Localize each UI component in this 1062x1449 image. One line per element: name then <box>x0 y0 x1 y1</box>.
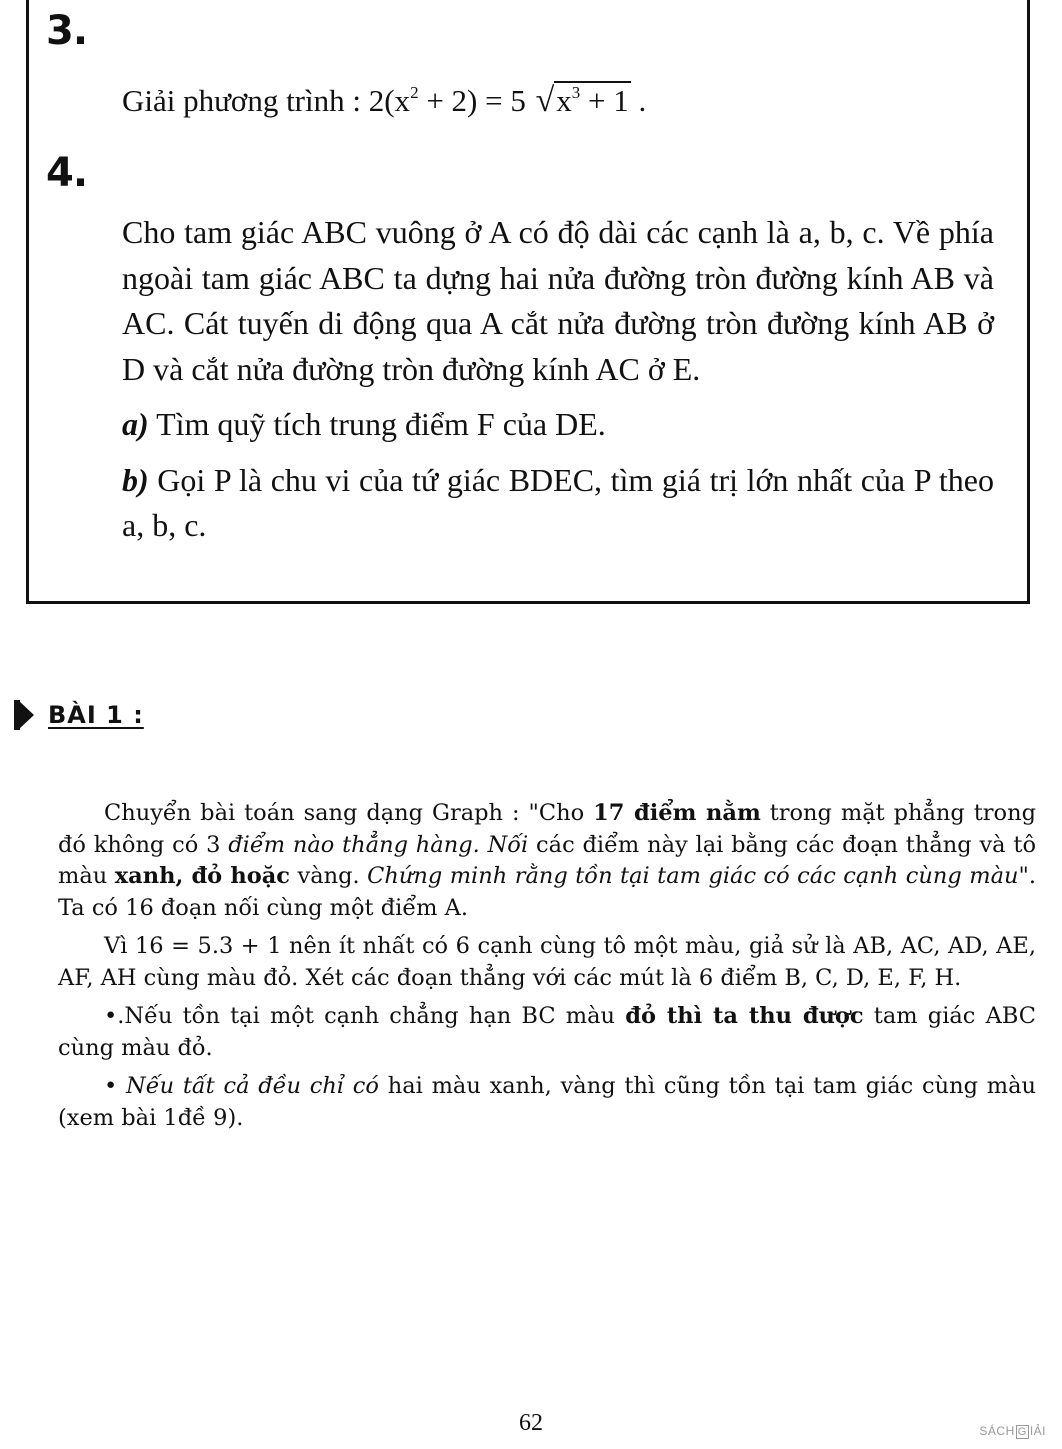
equation-end: . <box>630 83 647 118</box>
radicand-base: x <box>556 83 572 118</box>
watermark-logo <box>979 1424 1046 1439</box>
p1-text-g: vàng. <box>290 863 368 889</box>
solution-title: BÀI 1 : <box>48 701 144 729</box>
equation-middle: + 2) = 5 <box>418 83 526 118</box>
solution-paragraph-3 <box>58 1001 1036 1064</box>
problem-4-part-b <box>122 458 994 549</box>
solution-heading <box>18 700 144 730</box>
p1-text-e: các điểm này lại bằng các đoạn thẳng và tô màu <box>58 831 1037 889</box>
p1-text-f: xanh, đỏ hoặc <box>114 863 290 889</box>
solution-body <box>58 798 1036 1141</box>
equation-prefix: Giải phương trình : 2(x <box>122 83 411 118</box>
part-b-label: b) <box>122 461 149 498</box>
part-a-label: a) <box>122 406 149 442</box>
exponent-2: 2 <box>410 83 419 102</box>
problem-3-number: 3. <box>46 8 88 54</box>
p1-text-i: . Ta có 16 đoạn nối cùng một điểm A. <box>58 863 1036 921</box>
solution-paragraph-1 <box>58 798 1036 924</box>
problem-3-equation <box>122 82 646 120</box>
p1-text-a: Chuyển bài toán sang dạng Graph : "Cho <box>104 800 594 826</box>
radicand-tail: + 1 <box>580 83 629 118</box>
p1-text-h: Chứng minh rằng tồn tại tam giác có các cạnh cùng màu" <box>367 863 1029 889</box>
arrow-bullet-icon <box>18 700 34 730</box>
radical-sign: √ <box>535 82 555 119</box>
watermark-left: SÁCH <box>979 1424 1015 1438</box>
square-root <box>534 82 631 120</box>
p1-text-b: 17 điểm nằm <box>593 800 761 826</box>
p1-text-c: trong mặt phẳng trong đó không có 3 <box>58 800 1036 858</box>
problem-4-number: 4. <box>46 150 88 196</box>
p3-text-c: tam giác ABC cùng màu đỏ. <box>58 1003 1037 1061</box>
p4-text-c: hai màu xanh, vàng thì cũng tồn tại tam giác cùng màu (xem bài 1đề 9). <box>58 1073 1036 1131</box>
problem-4-part-a <box>122 402 994 448</box>
watermark-box: G <box>1017 1426 1027 1438</box>
solution-paragraph-4 <box>58 1071 1036 1134</box>
p3-text-b: đỏ thì ta thu được <box>625 1003 864 1029</box>
p4-text-b: Nếu tất cả đều chỉ có <box>126 1073 379 1099</box>
watermark-right: IẢI <box>1029 1424 1046 1438</box>
solution-paragraph-2: Vì 16 = 5.3 + 1 nên ít nhất có 6 cạnh cùng tô một màu, giả sử là AB, AC, AD, AE, AF, AH cùng màu đỏ. Xét các đoạn thẳng với các mút là 6 điểm B, C, D, E, F, H. <box>58 933 1036 991</box>
part-a-text: Tìm quỹ tích trung điểm F của DE. <box>148 406 606 442</box>
problem-4-intro: Cho tam giác ABC vuông ở A có độ dài các cạnh là a, b, c. Về phía ngoài tam giác ABC ta dựng hai nửa đường tròn đường kính AB và AC. Cát tuyến di động qua A cắt nửa đường tròn đường kính AB ở D và cắt nửa đường tròn đường kính AC ở E. <box>122 214 994 387</box>
radicand <box>554 81 630 118</box>
p1-text-d: điểm nào thẳng hàng. Nối <box>228 831 529 858</box>
p4-text-a: • <box>104 1073 127 1099</box>
exponent-3: 3 <box>571 83 581 102</box>
problem-4-text <box>122 210 994 549</box>
page-number: 62 <box>519 1410 543 1436</box>
part-b-text: Gọi P là chu vi của tứ giác BDEC, tìm giá trị lớn nhất của P theo a, b, c. <box>122 461 994 543</box>
p3-text-a: •.Nếu tồn tại một cạnh chẳng hạn BC màu <box>104 1003 626 1029</box>
